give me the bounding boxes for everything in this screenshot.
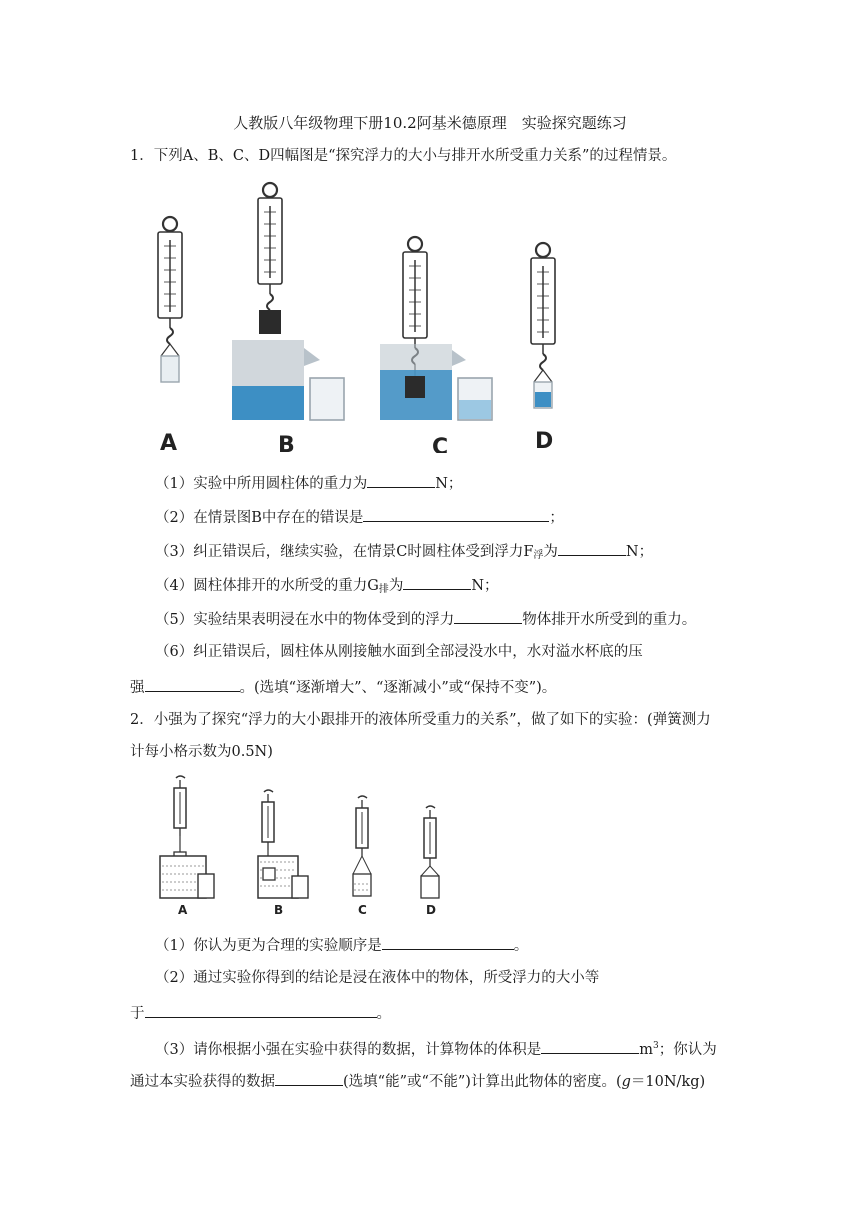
q2-sub2-line2 (130, 1002, 391, 1024)
q1-sub6-text: 强 (130, 680, 145, 696)
q2-sub1-text: （1）你认为更为合理的实验顺序是 (155, 938, 382, 954)
q1-sub5 (155, 608, 696, 630)
q2-sub2-line1: （2）通过实验你得到的结论是浸在液体中的物体，所受浮力的大小等 (155, 970, 600, 986)
q1-stem: 1．下列A、B、C、D四幅图是“探究浮力的大小与排开水所受重力关系”的过程情景。 (130, 148, 677, 164)
q1-sub1 (155, 472, 462, 494)
q2-sub2-end: 。 (376, 1006, 391, 1022)
q1-sub2-blank[interactable] (363, 506, 549, 522)
q2-stem-line2: 计每小格示数为0.5N) (130, 744, 273, 760)
q1-sub6-options: 。(选填“逐渐增大”、“逐渐减小”或“保持不变”)。 (239, 680, 557, 696)
q1-sub3-unit: N； (625, 544, 654, 560)
q2-sub3-g-value: ＝10N/kg) (630, 1074, 706, 1090)
q2-sub3-blank2[interactable] (275, 1070, 343, 1086)
q1-sub3-mid: 为 (543, 544, 558, 560)
q1-sub4 (155, 574, 499, 600)
q1-sub3 (155, 540, 653, 566)
q2-sub3-line2 (130, 1070, 705, 1092)
fig1-label-d: D (535, 429, 554, 453)
q1-sub5-blank[interactable] (454, 608, 522, 624)
q1-sub4-blank[interactable] (403, 574, 471, 590)
q2-sub1-end: 。 (513, 938, 529, 954)
q1-sub6-line2 (130, 676, 556, 698)
q1-sub2-text: （2）在情景图B中存在的错误是 (155, 510, 364, 526)
q1-sub1-text: （1）实验中所用圆柱体的重力为 (155, 476, 368, 492)
overflow-cup-b (232, 340, 344, 420)
fig2-label-a: A (178, 903, 188, 917)
q2-figure (150, 770, 450, 920)
q1-sub1-blank[interactable] (367, 472, 435, 488)
scale-d (531, 243, 555, 408)
q2-sub3-g-symbol: g (621, 1074, 631, 1090)
fig2-label-d: D (426, 903, 436, 917)
document-title: 人教版八年级物理下册10.2阿基米德原理 实验探究题练习 (233, 114, 627, 132)
meter-c (353, 796, 371, 896)
q1-figure (150, 178, 570, 453)
q1-sub5-text: （5）实验结果表明浸在水中的物体受到的浮力 (155, 612, 455, 628)
scale-a (158, 217, 182, 382)
overflow-cup-c (380, 344, 492, 420)
scale-b (258, 183, 282, 334)
meter-a (174, 776, 186, 860)
q2-sub1-blank[interactable] (382, 934, 514, 950)
fig2-label-c: C (358, 903, 367, 917)
q2-sub3-text: （3）请你根据小强在实验中获得的数据，计算物体的体积是 (155, 1042, 542, 1058)
q2-stem-line1: 2．小强为了探究“浮力的大小跟排开的液体所受重力的关系”，做了如下的实验：(弹簧测力 (130, 712, 711, 728)
fig1-label-a: A (160, 431, 178, 453)
q1-sub6-blank[interactable] (145, 676, 240, 692)
q2-sub3-line2-text: 通过本实验获得的数据 (130, 1074, 275, 1090)
q1-sub4-mid: 为 (388, 578, 404, 594)
meter-d (421, 806, 439, 898)
fig2-label-b: B (274, 903, 284, 917)
q1-sub3-blank[interactable] (558, 540, 626, 556)
q1-sub4-unit: N； (471, 578, 499, 594)
q1-sub5-end: 物体排开水所受到的重力。 (522, 612, 697, 628)
q2-sub3-unit: m (639, 1042, 653, 1058)
q2-sub3-superscript: 3 (652, 1041, 659, 1051)
q1-sub4-subscript: 排 (378, 584, 389, 595)
q2-sub3-mid: ；你认为 (658, 1042, 717, 1058)
q1-sub2-end: ； (549, 510, 564, 526)
q2-sub3-options: (选填“能”或“不能”)计算出此物体的密度。( (343, 1074, 622, 1090)
q1-sub6-line1: （6）纠正错误后，圆柱体从刚接触水面到全部浸没水中，水对溢水杯底的压 (155, 644, 643, 660)
q2-sub2-text: 于 (130, 1006, 145, 1022)
q2-sub1 (155, 934, 528, 956)
q1-sub4-text: （4）圆柱体排开的水所受的重力G (155, 578, 379, 594)
q2-sub3-blank1[interactable] (541, 1038, 639, 1054)
q1-sub3-subscript: 浮 (533, 550, 544, 561)
fig1-label-c: C (432, 435, 449, 453)
q1-sub3-text: （3）纠正错误后，继续实验，在情景C时圆柱体受到浮力F (155, 544, 534, 560)
q1-sub2 (155, 506, 564, 528)
fig1-label-b: B (278, 433, 295, 453)
q2-sub2-blank[interactable] (145, 1002, 377, 1018)
q2-sub3-line1 (155, 1036, 717, 1060)
q1-sub1-unit: N； (435, 476, 463, 492)
